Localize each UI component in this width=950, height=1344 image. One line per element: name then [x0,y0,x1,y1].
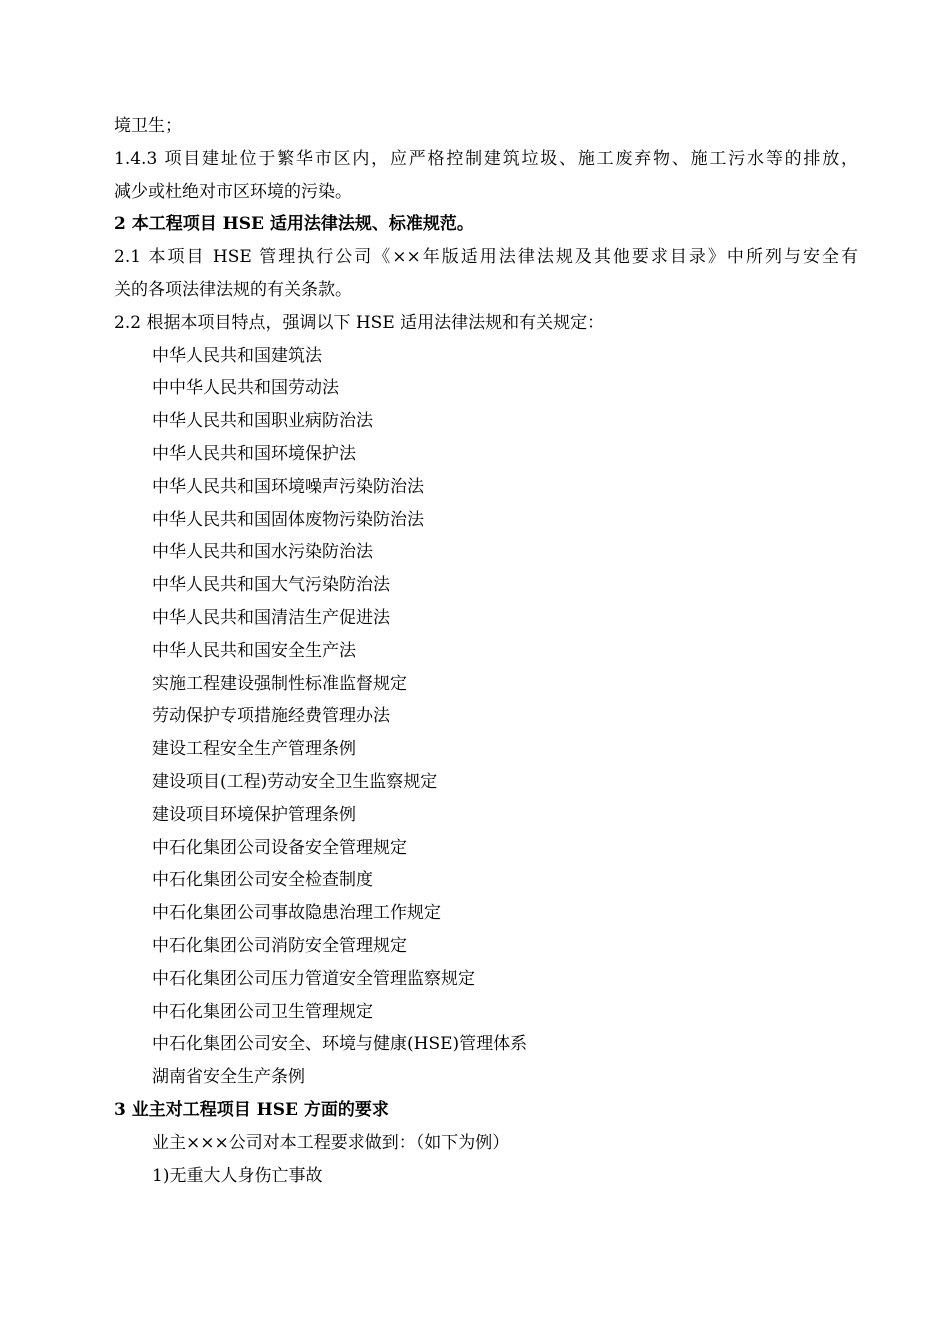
document-body [114,110,858,1192]
law-list-item: 劳动保护专项措施经费管理办法 [152,706,390,727]
owner-requirement-intro: 业主×××公司对本工程要求做到：（如下为例） [152,1132,510,1153]
law-list-item: 中华人民共和国固体废物污染防治法 [152,509,424,530]
law-list-item: 湖南省安全生产条例 [152,1067,305,1088]
law-list-item: 中华人民共和国水污染防治法 [152,542,373,563]
law-list-item: 中石化集团公司安全、环境与健康(HSE)管理体系 [152,1034,528,1055]
law-list-item: 中石化集团公司消防安全管理规定 [152,935,407,956]
law-list-item: 中华人民共和国安全生产法 [152,640,356,661]
law-list-item: 中石化集团公司设备安全管理规定 [152,837,407,858]
law-list-item: 建设项目(工程)劳动安全卫生监察规定 [152,771,438,792]
law-list-item: 中华人民共和国清洁生产促进法 [152,607,390,628]
law-list-item: 建设工程安全生产管理条例 [152,739,356,760]
law-list-item: 实施工程建设强制性标准监督规定 [152,673,407,694]
law-list-item: 中华人民共和国环境噪声污染防治法 [152,476,424,497]
law-list-item: 中中华人民共和国劳动法 [152,378,339,399]
law-list [114,340,858,1094]
law-list-item: 中华人民共和国职业病防治法 [152,411,373,432]
law-list-item: 中华人民共和国环境保护法 [152,443,356,464]
clause-2-1-line-1: 2.1 本项目 HSE 管理执行公司《××年版适用法律法规及其他要求目录》中所列与安全有 [114,247,858,268]
paragraph-continuation: 境卫生； [114,116,182,136]
clause-1-4-3-line-2: 减少或杜绝对市区环境的污染。 [114,181,352,202]
law-list-item: 中石化集团公司压力管道安全管理监察规定 [152,968,475,989]
law-list-item: 中石化集团公司安全检查制度 [152,870,373,891]
section-3-heading: 3 业主对工程项目 HSE 方面的要求 [114,1099,389,1120]
law-list-item: 中石化集团公司卫生管理规定 [152,1001,373,1022]
law-list-item: 中华人民共和国建筑法 [152,345,322,366]
clause-2-2: 2.2 根据本项目特点，强调以下 HSE 适用法律法规和有关规定： [114,312,605,333]
owner-requirement-item: 1)无重大人身伤亡事故 [152,1165,323,1186]
law-list-item: 建设项目环境保护管理条例 [152,804,356,825]
law-list-item: 中石化集团公司事故隐患治理工作规定 [152,903,441,924]
clause-1-4-3-line-1: 1.4.3 项目建址位于繁华市区内，应严格控制建筑垃圾、施工废弃物、施工污水等的排放， [114,148,858,169]
clause-2-1-line-2: 关的各项法律法规的有关条款。 [114,279,352,300]
section-2-heading: 2 本工程项目 HSE 适用法律法规、标准规范。 [114,214,474,235]
law-list-item: 中华人民共和国大气污染防治法 [152,575,390,596]
